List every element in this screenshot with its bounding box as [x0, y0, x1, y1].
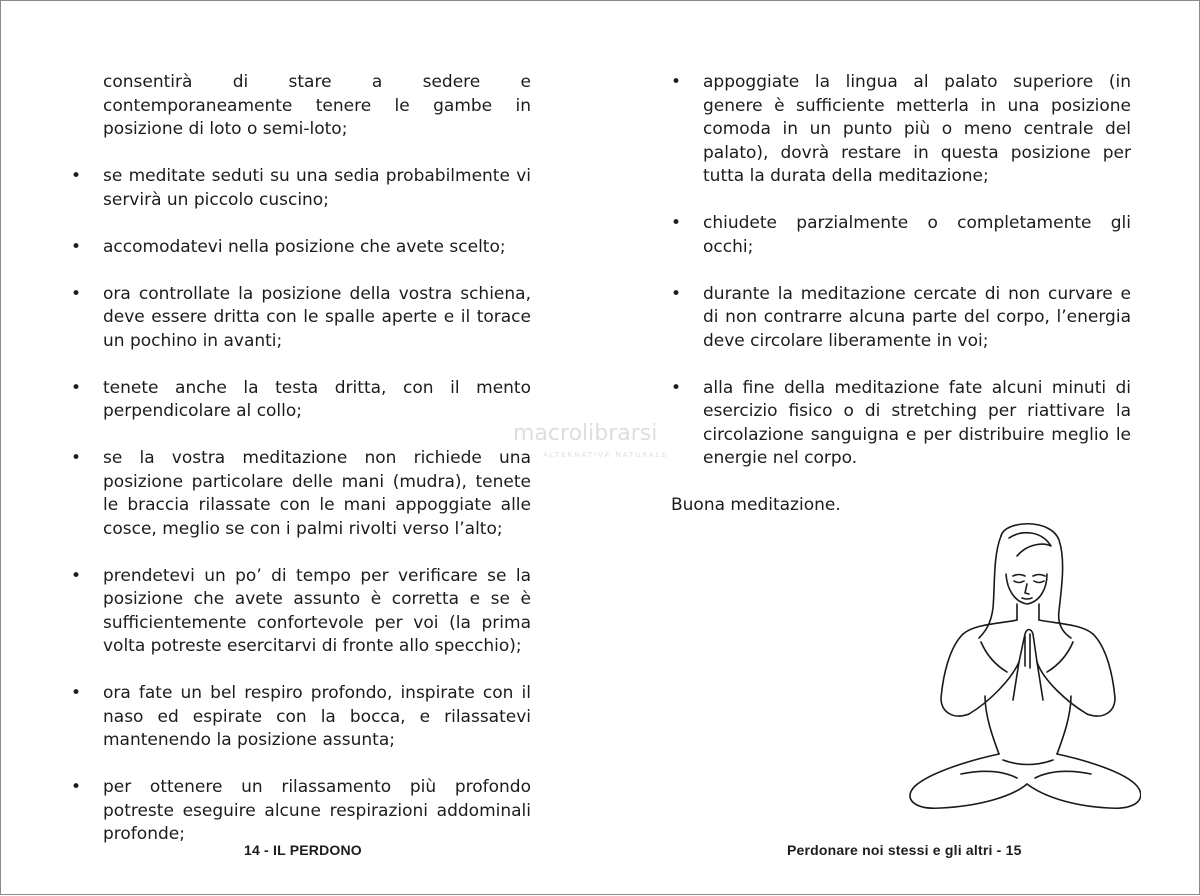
bullet-text: se la vostra meditazione non richiede una posizione particolare delle mani (mudra), tenete le braccia rilassate con le mani appoggiate alle cosce, meglio se con i palmi rivolti verso l’alto;	[103, 448, 531, 539]
bullet-item	[69, 165, 531, 212]
bullet-marker: •	[670, 72, 682, 92]
bullet-marker: •	[70, 377, 82, 398]
left-page	[1, 1, 601, 896]
left-page-footer: 14 - IL PERDONO	[244, 842, 362, 858]
bullet-item	[69, 447, 531, 541]
bullet-text: per ottenere un rilassamento più profondo potreste eseguire alcune respirazioni addominali profonde;	[103, 777, 531, 844]
bullet-item	[69, 283, 531, 354]
continued-paragraph: consentirà di stare a sedere e contemporaneamente tenere le gambe in posizione di loto o semi-loto;	[103, 72, 531, 139]
bullet-text: appoggiate la lingua al palato superiore (in genere è sufficiente metterla in una posizione comoda in un punto più o meno centrale del palato), dovrà restare in questa posizione per tutta la durata della meditazione;	[703, 72, 1131, 186]
bullet-item	[669, 283, 1131, 354]
left-text-column	[69, 71, 531, 870]
meditating-woman-illustration	[901, 516, 1141, 821]
bullet-item	[69, 682, 531, 753]
bullet-item	[669, 212, 1131, 259]
right-page-footer: Perdonare noi stessi e gli altri - 15	[787, 842, 1022, 858]
bullet-text: durante la meditazione cercate di non curvare e di non contrarre alcuna parte del corpo, l’energia deve circolare liberamente in voi;	[703, 283, 1131, 351]
bullet-marker: •	[70, 565, 82, 586]
bullet-marker: •	[70, 236, 82, 257]
bullet-text: ora controllate la posizione della vostra schiena, deve essere dritta con le spalle aperte e il torace un pochino in avanti;	[103, 283, 531, 351]
bullet-text: alla fine della meditazione fate alcuni minuti di esercizio fisico o di stretching per riattivare la circolazione sanguigna e per distribuire meglio le energie nel corpo.	[703, 377, 1131, 468]
bullet-item	[69, 776, 531, 847]
bullet-marker: •	[70, 283, 82, 304]
bullet-marker: •	[70, 683, 82, 703]
bullet-marker: •	[670, 283, 682, 304]
watermark-logo: macrolibrarsi	[513, 421, 658, 446]
bullet-text: accomodatevi nella posizione che avete scelto;	[103, 236, 506, 257]
bullet-marker: •	[670, 377, 682, 398]
bullet-item	[69, 377, 531, 424]
watermark-tagline: ALTERNATIVA NATURALE	[543, 451, 669, 459]
bullet-item	[669, 377, 1131, 471]
bullet-marker: •	[70, 166, 82, 186]
bullet-text: prendetevi un po’ di tempo per verificare se la posizione che avete assunto è corretta e se è sufficientemente confortevole per voi (la prima volta potreste esercitarvi di fronte allo specchio);	[103, 565, 531, 656]
right-page	[601, 1, 1200, 896]
bullet-text: tenete anche la testa dritta, con il mento perpendicolare al collo;	[103, 377, 531, 421]
bullet-text: ora fate un bel respiro profondo, inspirate con il naso ed espirate con la bocca, e rilassatevi mantenendo la posizione assunta;	[103, 683, 531, 750]
bullet-marker: •	[670, 213, 682, 233]
right-text-column	[669, 71, 1131, 541]
bullet-text: se meditate seduti su una sedia probabilmente vi servirà un piccolo cuscino;	[103, 166, 531, 210]
bullet-item	[69, 565, 531, 659]
bullet-item	[669, 71, 1131, 189]
closing-line: Buona meditazione.	[671, 495, 841, 515]
bullet-item	[69, 236, 531, 260]
bullet-text: chiudete parzialmente o completamente gli occhi;	[703, 213, 1131, 257]
bullet-marker: •	[70, 448, 82, 468]
bullet-marker: •	[70, 777, 82, 797]
